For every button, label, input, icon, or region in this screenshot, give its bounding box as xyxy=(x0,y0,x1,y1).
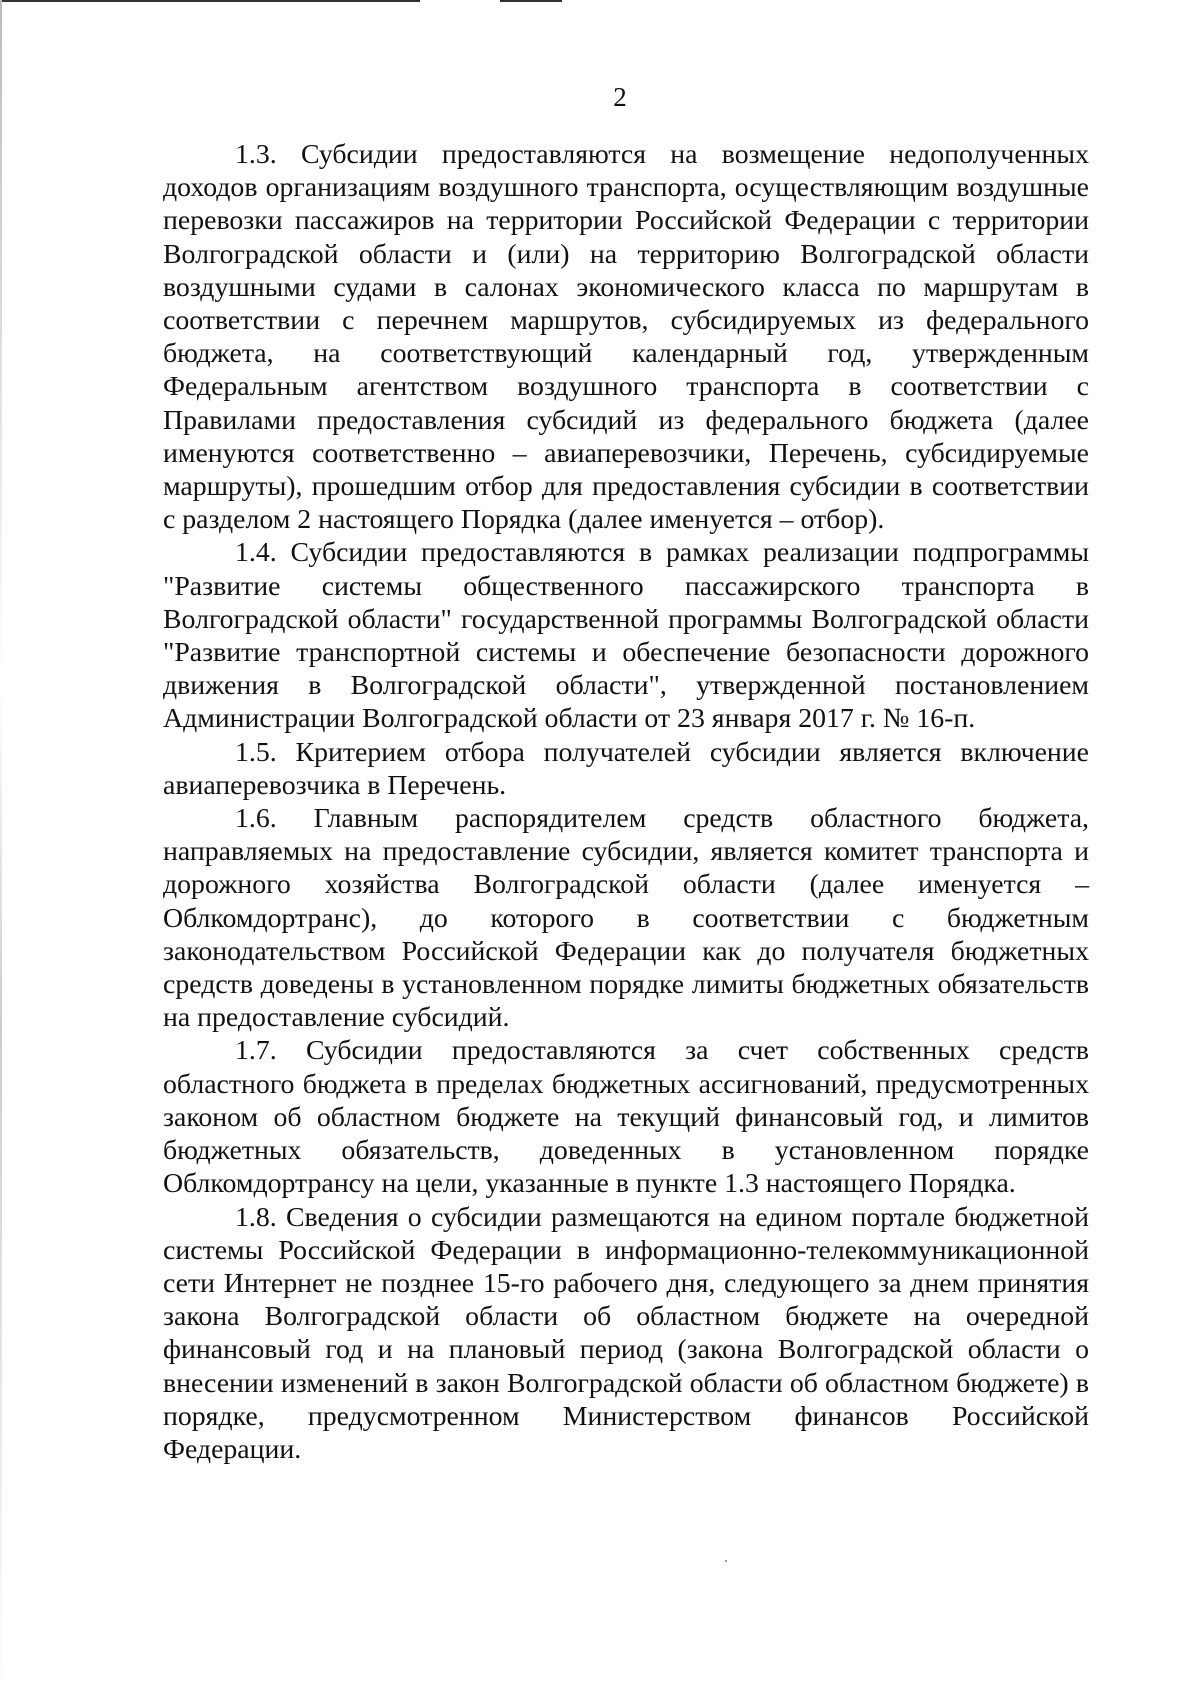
scan-edge-left xyxy=(0,0,2,1708)
scan-edge-top-right xyxy=(500,0,562,2)
scan-speck xyxy=(725,1560,727,1562)
paragraph-1-7: 1.7. Субсидии предоставляются за счет собственных средств областного бюджета в пределах бюджетных ассигнований, предусмотренных законом об областном бюджете на текущий финансовый год, и лимитов бюджетных обязательств, доведенных в установленном порядке Облкомдортрансу на цели, указанные в пункте 1.3 настоящего Порядка. xyxy=(163,1035,1089,1200)
paragraph-1-5: 1.5. Критерием отбора получателей субсидии является включение авиаперевозчика в Перечень. xyxy=(163,736,1089,801)
paragraph-1-6: 1.6. Главным распорядителем средств областного бюджета, направляемых на предоставление субсидии, является комитет транспорта и дорожного хозяйства Волгоградской области (далее именуется – Облкомдортранс), до которого в соответствии с бюджетным законодательством Российской Федерации как до получателя бюджетных средств доведены в установленном порядке лимиты бюджетных обязательств на предоставление субсидий. xyxy=(163,803,1089,1034)
paragraph-1-4: 1.4. Субсидии предоставляются в рамках реализации подпрограммы "Развитие системы общественного пассажирского транспорта в Волгоградской области" государственной программы Волгоградской области "Развитие транспортной системы и обеспечение безопасности дорожного движения в Волгоградской области", утвержденной постановлением Администрации Волгоградской области от 23 января 2017 г. № 16-п. xyxy=(163,537,1089,735)
scan-edge-top-left xyxy=(0,0,420,2)
document-body xyxy=(163,138,1089,1466)
paragraph-1-3: 1.3. Субсидии предоставляются на возмещение недополученных доходов организациям воздушного транспорта, осуществляющим воздушные перевозки пассажиров на территории Российской Федерации с территории Волгоградской области и (или) на территорию Волгоградской области воздушными судами в салонах экономического класса по маршрутам в соответствии с перечнем маршрутов, субсидируемых из федерального бюджета, на соответствующий календарный год, утвержденным Федеральным агентством воздушного транспорта в соответствии с Правилами предоставления субсидий из федерального бюджета (далее именуются соответственно – авиаперевозчики, Перечень, субсидируемые маршруты), прошедшим отбор для предоставления субсидии в соответствии с разделом 2 настоящего Порядка (далее именуется – отбор). xyxy=(163,139,1089,536)
paragraph-1-8: 1.8. Сведения о субсидии размещаются на едином портале бюджетной системы Российской Федерации в информационно-телекоммуникационной сети Интернет не позднее 15-го рабочего дня, следующего за днем принятия закона Волгоградской области об областном бюджете на очередной финансовый год и на плановый период (закона Волгоградской области о внесении изменений в закон Волгоградской области об областном бюджете) в порядке, предусмотренном Министерством финансов Российской Федерации. xyxy=(163,1201,1089,1465)
page-number: 2 xyxy=(613,82,627,112)
